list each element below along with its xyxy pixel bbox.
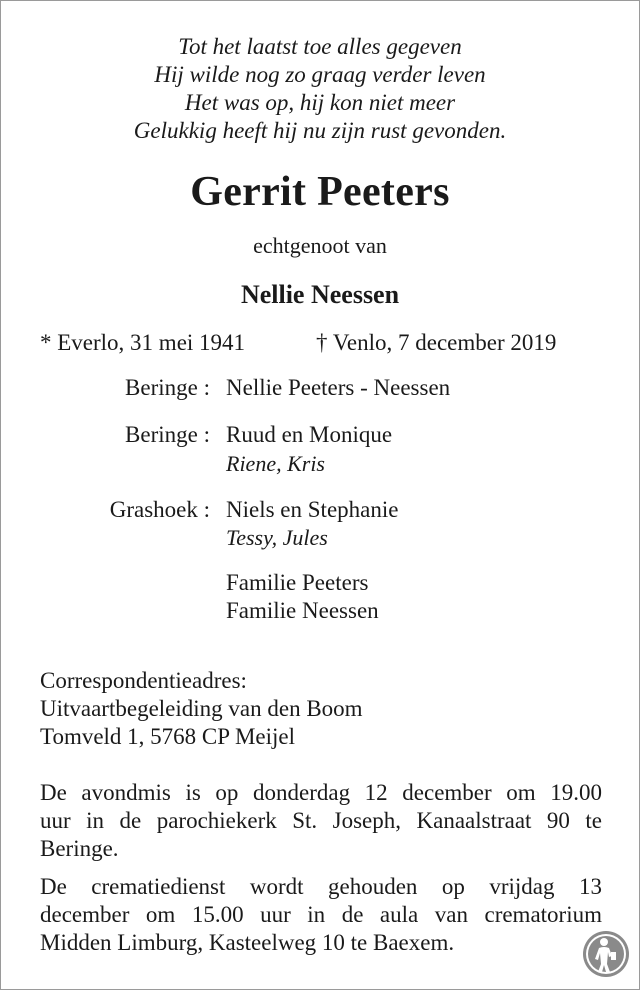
- poem: [0, 33, 640, 145]
- family-surname: Familie Peeters: [226, 570, 369, 595]
- address-line: Correspondentieadres:: [40, 668, 247, 693]
- notice-line: De avondmis is op donderdag 12 december om 19.00: [40, 780, 602, 805]
- notice-line: Beringe.: [40, 836, 119, 861]
- spouse-label: echtgenoot van: [253, 233, 387, 258]
- notice-line: Midden Limburg, Kasteelweg 10 te Baexem.: [40, 930, 455, 955]
- family-names: Niels en Stephanie: [226, 497, 399, 522]
- notice-line: uur in de parochiekerk St. Joseph, Kanaalstraat 90 te: [40, 808, 602, 833]
- family-children: Tessy, Jules: [226, 525, 328, 550]
- birth-date: * Everlo, 31 mei 1941: [40, 330, 246, 355]
- family-place: Beringe :: [125, 422, 210, 447]
- family-place: Grashoek :: [109, 497, 210, 522]
- spouse-name: Nellie Neessen: [240, 280, 400, 309]
- evening-mass-notice: [40, 779, 602, 863]
- family-place: Beringe :: [125, 375, 210, 400]
- poem-line: Hij wilde nog zo graag verder leven: [154, 62, 486, 87]
- cremation-notice: [40, 873, 602, 957]
- family-surname: Familie Neessen: [226, 598, 379, 623]
- poem-line: Gelukkig heeft hij nu zijn rust gevonden.: [133, 118, 507, 143]
- address-line: Uitvaartbegeleiding van den Boom: [40, 696, 363, 721]
- family-names: Nellie Peeters - Neessen: [226, 375, 451, 400]
- poem-line: Tot het laatst toe alles gegeven: [178, 34, 462, 59]
- address-line: Tomveld 1, 5768 CP Meijel: [40, 724, 295, 749]
- notice-line: december om 15.00 uur in de aula van crematorium: [40, 902, 602, 927]
- deceased-name: Gerrit Peeters: [190, 169, 450, 215]
- funeral-director-emblem-icon: [582, 930, 630, 978]
- poem-line: Het was op, hij kon niet meer: [184, 90, 456, 115]
- family-names: Ruud en Monique: [226, 422, 393, 447]
- death-date: † Venlo, 7 december 2019: [316, 330, 557, 355]
- family-children: Riene, Kris: [226, 451, 325, 476]
- correspondence-address: [40, 667, 363, 751]
- notice-line: De crematiedienst wordt gehouden op vrijdag 13: [40, 874, 602, 899]
